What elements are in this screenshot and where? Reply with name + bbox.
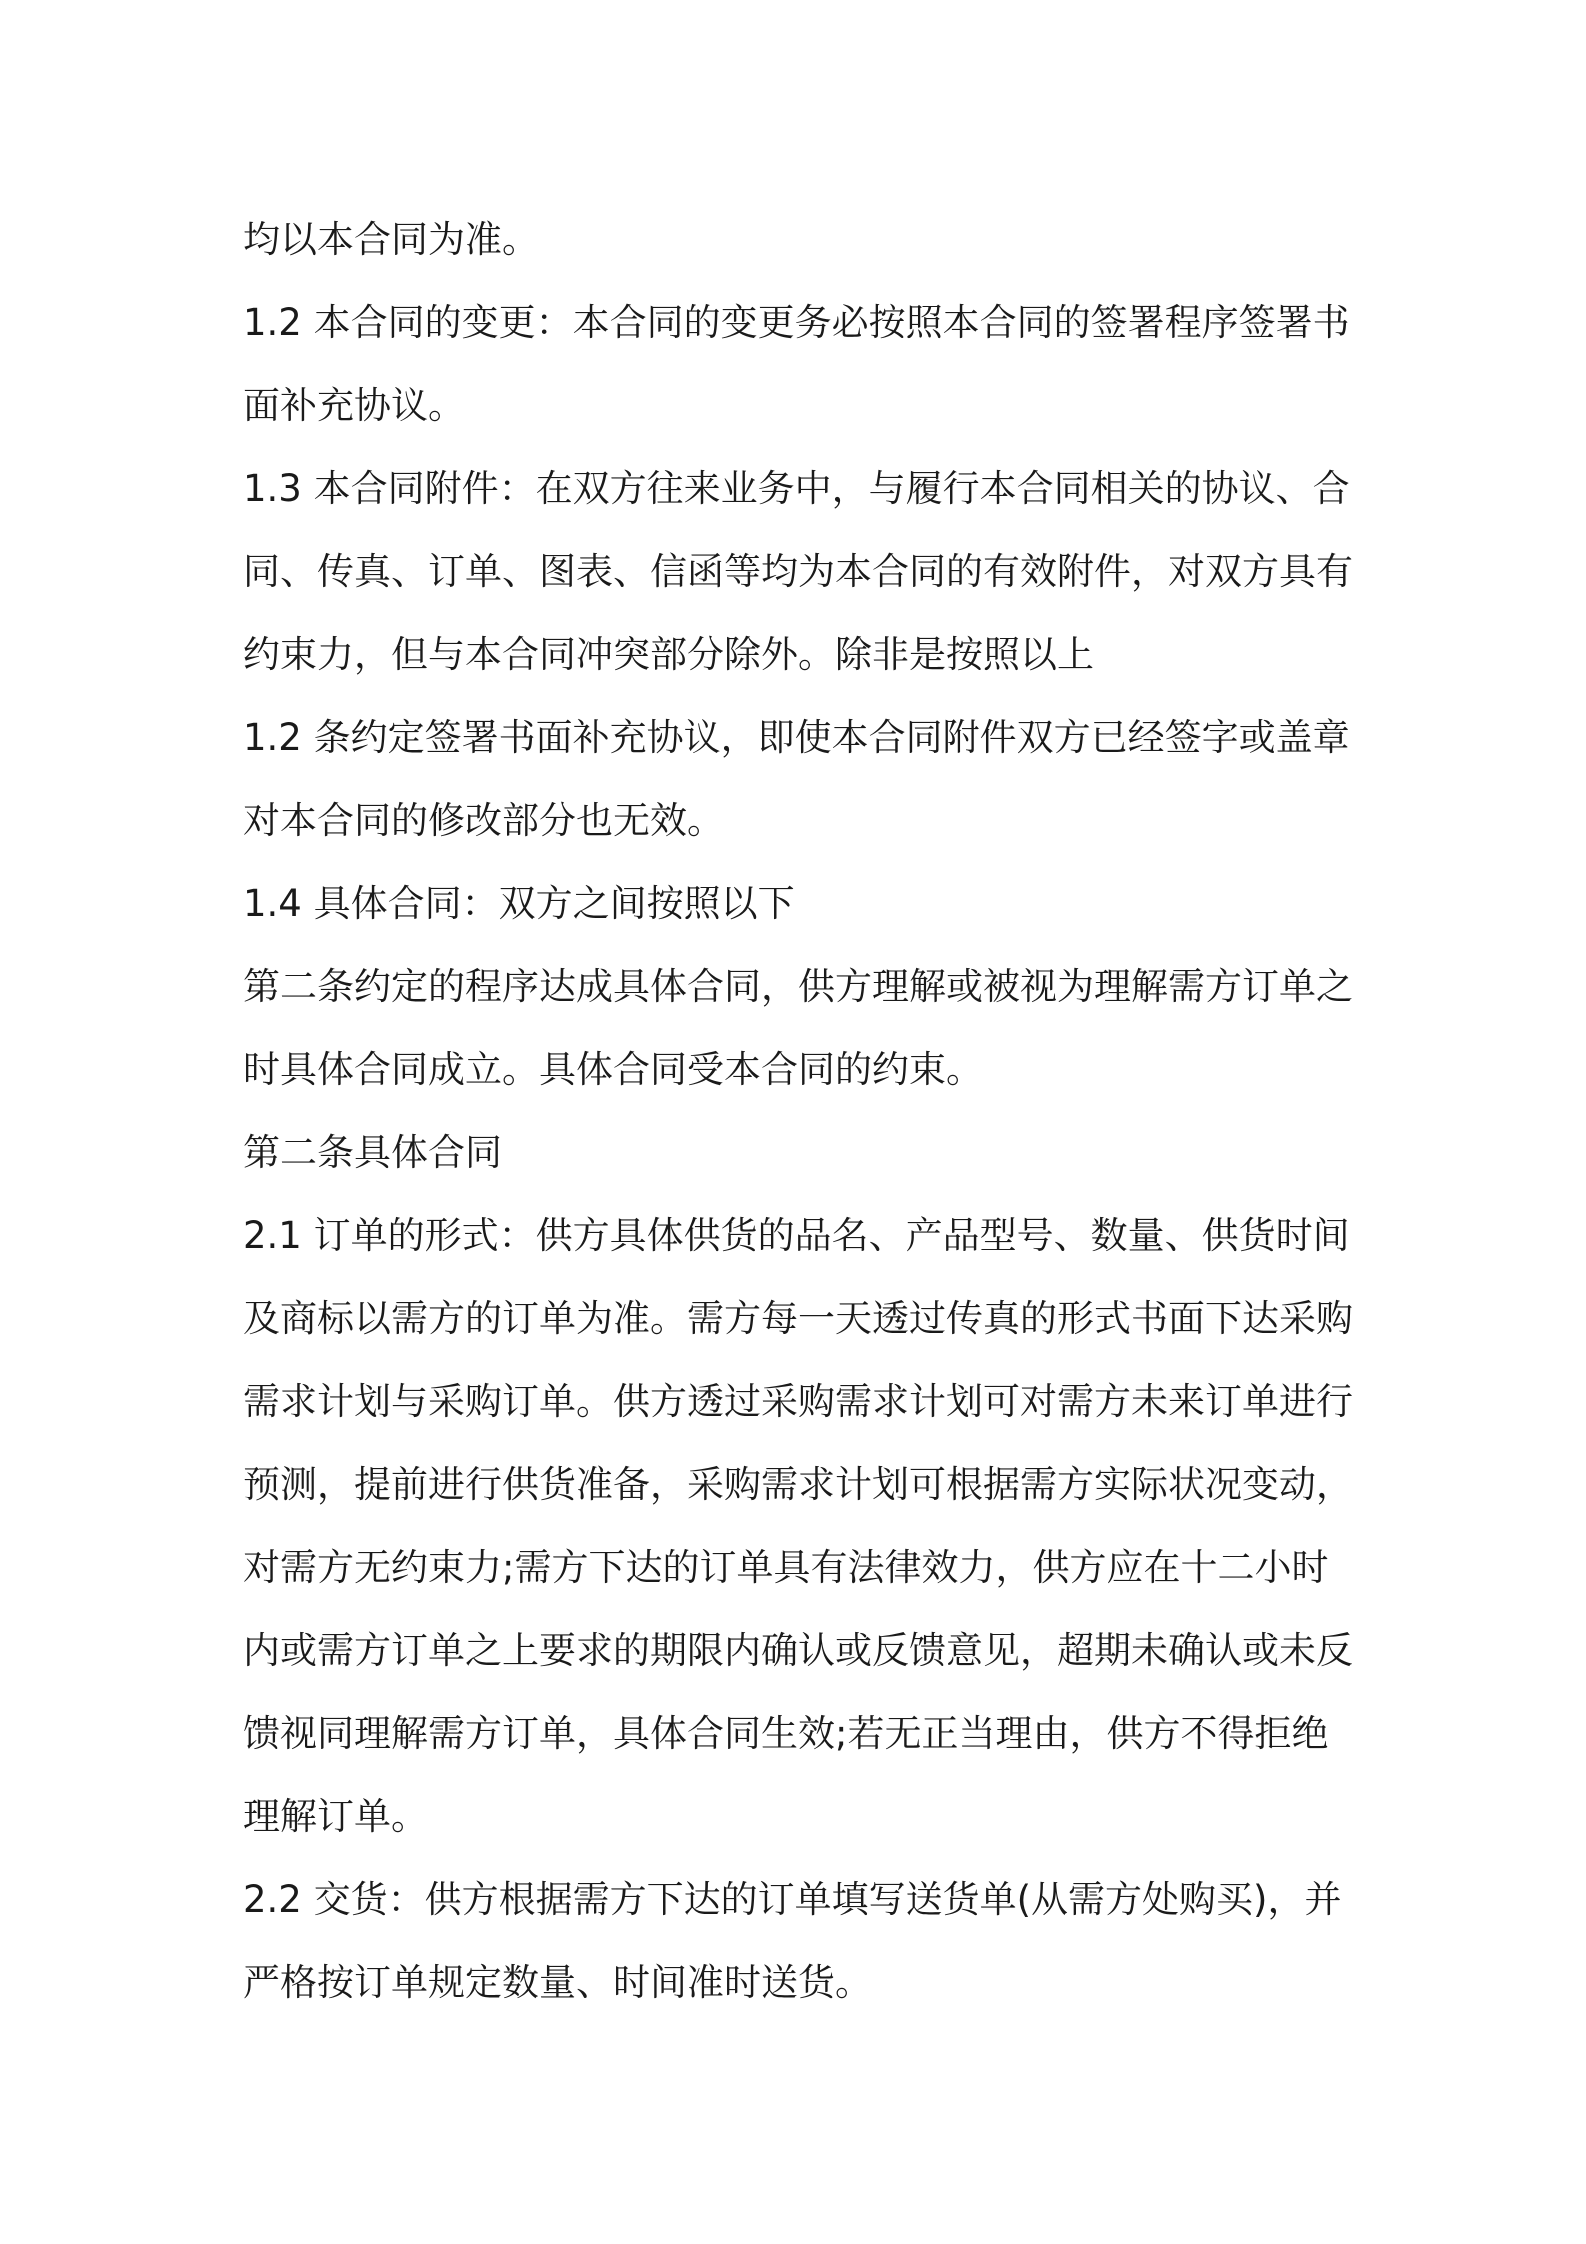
- text-line: 严格按订单规定数量、时间准时送货。: [243, 1961, 872, 2004]
- text-line: 均以本合同为准。: [243, 218, 539, 261]
- text-line: 1.2 本合同的变更：本合同的变更务必按照本合同的签署程序签署书: [243, 301, 1350, 344]
- text-line: 内或需方订单之上要求的期限内确认或反馈意见，超期未确认或未反: [243, 1629, 1353, 1672]
- text-line: 对本合同的修改部分也无效。: [243, 799, 724, 842]
- text-line: 理解订单。: [243, 1795, 428, 1838]
- text-line: 2.1 订单的形式：供方具体供货的品名、产品型号、数量、供货时间: [243, 1214, 1350, 1257]
- text-line: 1.4 具体合同：双方之间按照以下: [243, 882, 795, 925]
- text-line: 对需方无约束力;需方下达的订单具有法律效力，供方应在十二小时: [243, 1546, 1329, 1589]
- text-line: 第二条约定的程序达成具体合同，供方理解或被视为理解需方订单之: [243, 965, 1353, 1008]
- text-line: 约束力，但与本合同冲突部分除外。除非是按照以上: [243, 633, 1094, 676]
- text-line: 及商标以需方的订单为准。需方每一天透过传真的形式书面下达采购: [243, 1297, 1353, 1340]
- text-line: 预测，提前进行供货准备，采购需求计划可根据需方实际状况变动，: [243, 1463, 1353, 1506]
- text-line: 时具体合同成立。具体合同受本合同的约束。: [243, 1048, 983, 1091]
- text-line: 面补充协议。: [243, 384, 465, 427]
- text-line: 2.2 交货：供方根据需方下达的订单填写送货单(从需方处购买)，并: [243, 1878, 1342, 1921]
- document-body: [243, 198, 1363, 2024]
- text-line: 1.3 本合同附件：在双方往来业务中，与履行本合同相关的协议、合: [243, 467, 1350, 510]
- text-line: 需求计划与采购订单。供方透过采购需求计划可对需方未来订单进行: [243, 1380, 1353, 1423]
- section-heading: 第二条具体合同: [243, 1131, 502, 1174]
- text-line: 馈视同理解需方订单，具体合同生效;若无正当理由，供方不得拒绝: [243, 1712, 1329, 1755]
- text-line: 1.2 条约定签署书面补充协议，即使本合同附件双方已经签字或盖章: [243, 716, 1350, 759]
- text-line: 同、传真、订单、图表、信函等均为本合同的有效附件，对双方具有: [243, 550, 1353, 593]
